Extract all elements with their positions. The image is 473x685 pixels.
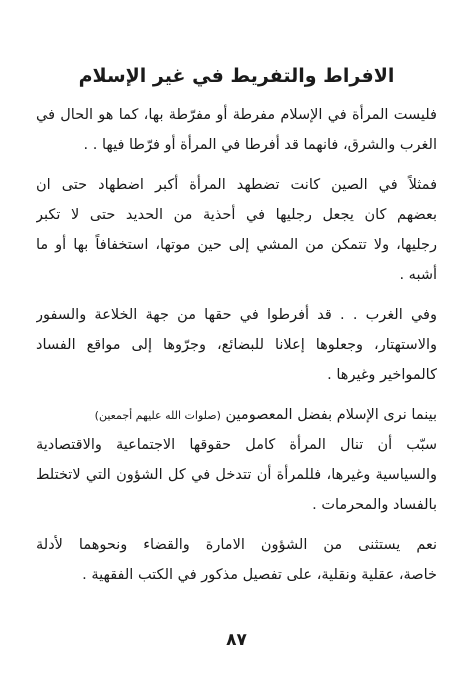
text-line	[36, 400, 437, 430]
text-line: بعضهم كان يجعل رجليها في أحذية من الحديد حتى لا تكبر	[36, 207, 437, 223]
body-text	[36, 100, 437, 590]
text-segment: بينما نرى الإسلام بفضل المعصومين	[225, 407, 437, 423]
text-line: كالمواخير وغيرها .	[327, 367, 437, 383]
paragraph	[36, 530, 437, 590]
text-line: فليست المرأة في الإسلام مفرطة أو مفرّطة بها، كما هو الحال في	[36, 107, 437, 123]
text-line: وفي الغرب . . قد أفرطوا في حقها من جهة الخلاعة والسفور	[36, 307, 437, 323]
text-line: أشبه .	[399, 267, 437, 283]
paragraph	[36, 170, 437, 290]
text-line: والاستهتار، وجعلوها إعلانا للبضائع، وجرّوها إلى مواقع الفساد	[36, 337, 437, 353]
text-line: فمثلاً في الصين كانت تضطهد المرأة أكبر اضطهاد حتى ان	[36, 177, 437, 193]
text-line: بالفساد والمحرمات .	[312, 497, 437, 513]
page-number: ٨٧	[226, 630, 247, 650]
text-line: الغرب والشرق، فانهما قد أفرطا في المرأة أو فرّطا فيها . .	[83, 137, 437, 153]
text-line: سبّب أن تنال المرأة كامل حقوقها الاجتماعية والاقتصادية	[36, 437, 437, 453]
section-title: الافراط والتفريط في غير الإسلام	[78, 65, 395, 87]
paragraph	[36, 100, 437, 160]
honorific-phrase: (صلوات الله عليهم أجمعين)	[94, 409, 221, 422]
text-line: نعم يستثنى من الشؤون الامارة والقضاء ونحوهما لأدلة	[36, 537, 437, 553]
text-line: والسياسية وغيرها، فللمرأة أن تتدخل في كل الشؤون التي لاتختلط	[36, 467, 437, 483]
text-line: رجليها، ولا تتمكن من المشي إلى حين موتها، استخفافاً بها أو ما	[36, 237, 437, 253]
paragraph	[36, 300, 437, 390]
text-line: خاصة، عقلية ونقلية، على تفصيل مذكور في الكتب الفقهية .	[82, 567, 437, 583]
paragraph	[36, 400, 437, 520]
